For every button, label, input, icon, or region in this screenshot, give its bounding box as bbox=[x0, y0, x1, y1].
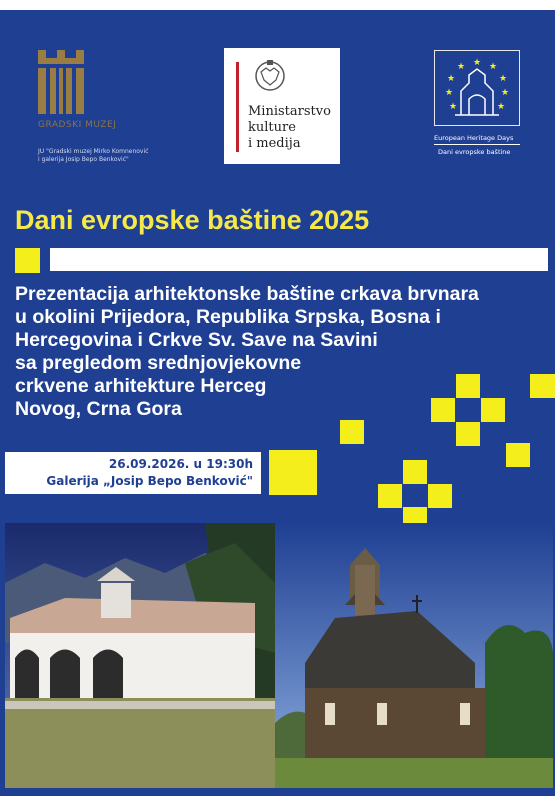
description-line: Hercegovina i Crkve Sv. Save na Savini bbox=[15, 329, 378, 351]
museum-subtitle-line1: JU "Gradski muzej Mirko Komnenović bbox=[38, 148, 149, 155]
decor-square bbox=[481, 398, 505, 422]
decor-square bbox=[530, 374, 555, 398]
svg-text:★: ★ bbox=[446, 74, 456, 84]
title-yellow-square bbox=[15, 248, 40, 273]
event-info-box bbox=[5, 452, 261, 494]
poster-title: Dani evropske baštine 2025 bbox=[15, 205, 370, 235]
ministry-line2: kulture bbox=[248, 120, 296, 135]
description-line: Novog, Crna Gora bbox=[15, 398, 182, 420]
ministry-line1: Ministarstvo bbox=[248, 104, 331, 119]
ministry-logo bbox=[224, 48, 340, 164]
heritage-label-local: Dani evropske baštine bbox=[438, 148, 511, 156]
description bbox=[15, 283, 479, 421]
decor-square bbox=[506, 443, 530, 467]
svg-text:★: ★ bbox=[488, 62, 498, 72]
svg-text:★: ★ bbox=[498, 74, 508, 84]
heritage-divider bbox=[434, 144, 520, 145]
museum-tower-icon bbox=[38, 50, 84, 114]
description-line: sa pregledom srednjovjekovne bbox=[15, 352, 302, 374]
decor-square bbox=[378, 484, 402, 508]
svg-text:★: ★ bbox=[448, 102, 458, 112]
churches-photo bbox=[5, 523, 553, 788]
top-border bbox=[0, 0, 555, 10]
heritage-days-logo bbox=[434, 50, 520, 170]
description-line: u okolini Prijedora, Republika Srpska, Bosna i bbox=[15, 306, 441, 328]
eu-stars-icon bbox=[434, 50, 520, 126]
decor-square bbox=[428, 484, 452, 508]
ministry-line3: i medija bbox=[248, 136, 301, 151]
white-banner bbox=[50, 248, 548, 271]
event-datetime: 26.09.2026. u 19:30h bbox=[108, 457, 253, 471]
ministry-red-bar bbox=[236, 62, 239, 152]
museum-subtitle bbox=[38, 148, 148, 164]
museum-subtitle-line2: i galerija Josip Bepo Benković" bbox=[38, 156, 129, 163]
decor-square bbox=[456, 422, 480, 446]
svg-text:★: ★ bbox=[500, 88, 510, 98]
decor-square bbox=[403, 460, 427, 484]
museum-name: GRADSKI MUZEJ bbox=[38, 120, 117, 130]
svg-text:★: ★ bbox=[496, 102, 506, 112]
decor-square bbox=[456, 374, 480, 398]
svg-text:★: ★ bbox=[456, 62, 466, 72]
description-line: Prezentacija arhitektonske baštine crkava brvnara bbox=[15, 283, 479, 305]
event-venue: Galerija „Josip Bepo Benković" bbox=[46, 474, 253, 488]
ministry-name bbox=[248, 104, 331, 152]
description-line: crkvene arhitekture Herceg bbox=[15, 375, 267, 397]
svg-text:★: ★ bbox=[472, 58, 482, 68]
decor-square bbox=[269, 450, 317, 495]
decor-square bbox=[431, 398, 455, 422]
svg-text:★: ★ bbox=[444, 88, 454, 98]
coat-of-arms-icon bbox=[252, 58, 288, 94]
heritage-label-en: European Heritage Days bbox=[434, 134, 514, 142]
decor-square bbox=[340, 420, 364, 444]
